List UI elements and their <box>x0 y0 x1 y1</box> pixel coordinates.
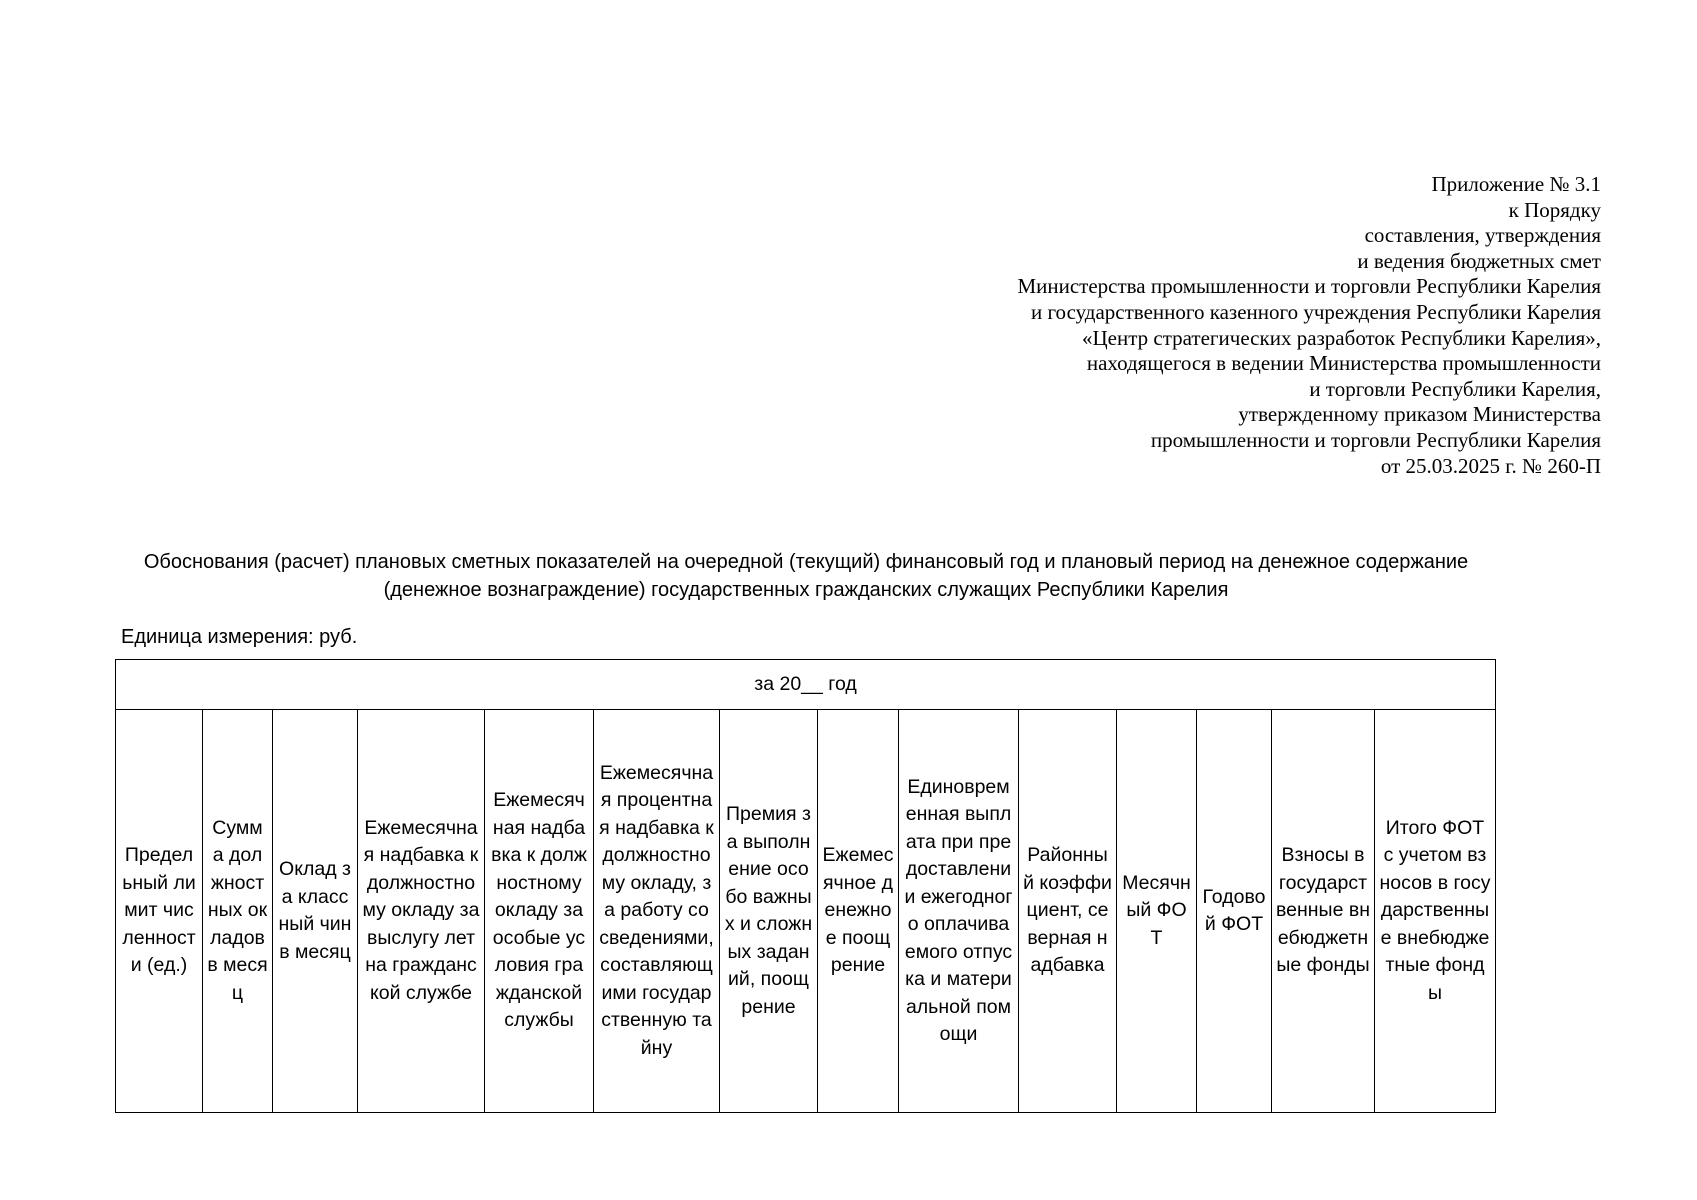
appendix-line: Приложение № 3.1 <box>1431 172 1601 196</box>
column-header-row <box>116 710 1496 1113</box>
appendix-line: и государственного казенного учреждения Республики Карелия <box>1030 299 1601 324</box>
column-header-cell: Премия за выполнение особо важных и сложных заданий, поощрение <box>720 710 818 1113</box>
appendix-line: к Порядку <box>1508 197 1601 222</box>
column-header-cell: Ежемесячная надбавка к должностному окладу за особые условия гражданской службы <box>485 710 594 1113</box>
column-header-cell: Предельный лимит численности (ед.) <box>116 710 203 1113</box>
column-header-cell: Ежемесячная надбавка к должностному окладу за выслугу лет на гражданской службе <box>358 710 485 1113</box>
column-header-cell: Итого ФОТ с учетом взносов в государственные внебюджетные фонды <box>1375 710 1496 1113</box>
column-header-cell: Ежемесячное денежное поощрение <box>818 710 899 1113</box>
column-header-cell: Месячный ФОТ <box>1117 710 1197 1113</box>
column-header-cell: Взносы в государственные внебюджетные фонды <box>1272 710 1375 1113</box>
unit-of-measure-label: Единица измерения: руб. <box>121 626 358 648</box>
appendix-line: Министерства промышленности и торговли Республики Карелия <box>1017 274 1601 299</box>
appendix-line: находящегося в ведении Министерства промышленности <box>1086 351 1601 376</box>
appendix-line: и торговли Республики Карелия, <box>1309 376 1601 401</box>
document-title <box>100 548 1512 604</box>
column-header-cell: Единовременная выплата при предоставлении ежегодного оплачиваемого отпуска и материальной помощи <box>899 710 1019 1113</box>
appendix-line: промышленности и торговли Республики Карелия <box>1150 427 1601 452</box>
column-header-cell: Годовой ФОТ <box>1197 710 1272 1113</box>
column-header-cell: Ежемесячная процентная надбавка к должностному окладу, за работу со сведениями, составляющими государственную тайну <box>594 710 720 1113</box>
column-header-cell: Сумма должностных окладов в месяц <box>203 710 273 1113</box>
appendix-reference-block <box>841 172 1601 479</box>
appendix-line: «Центр стратегических разработок Республики Карелия», <box>1081 325 1601 350</box>
column-header-cell: Оклад за классный чин в месяц <box>273 710 358 1113</box>
appendix-line: утвержденному приказом Министерства <box>1238 402 1601 427</box>
appendix-line: и ведения бюджетных смет <box>1357 248 1601 273</box>
appendix-line: от 25.03.2025 г. № 260-П <box>1380 453 1601 478</box>
appendix-line: составления, утверждения <box>1364 223 1601 248</box>
calculation-table <box>115 659 1496 1113</box>
period-header-cell: за 20__ год <box>116 660 1496 710</box>
document-title-line: Обоснования (расчет) плановых сметных показателей на очередной (текущий) финансовый год и плановый период на денежное содержание <box>143 551 1469 573</box>
column-header-cell: Районный коэффициент, северная надбавка <box>1019 710 1117 1113</box>
document-title-line: (денежное вознаграждение) государственных гражданских служащих Республики Карелия <box>383 579 1229 601</box>
